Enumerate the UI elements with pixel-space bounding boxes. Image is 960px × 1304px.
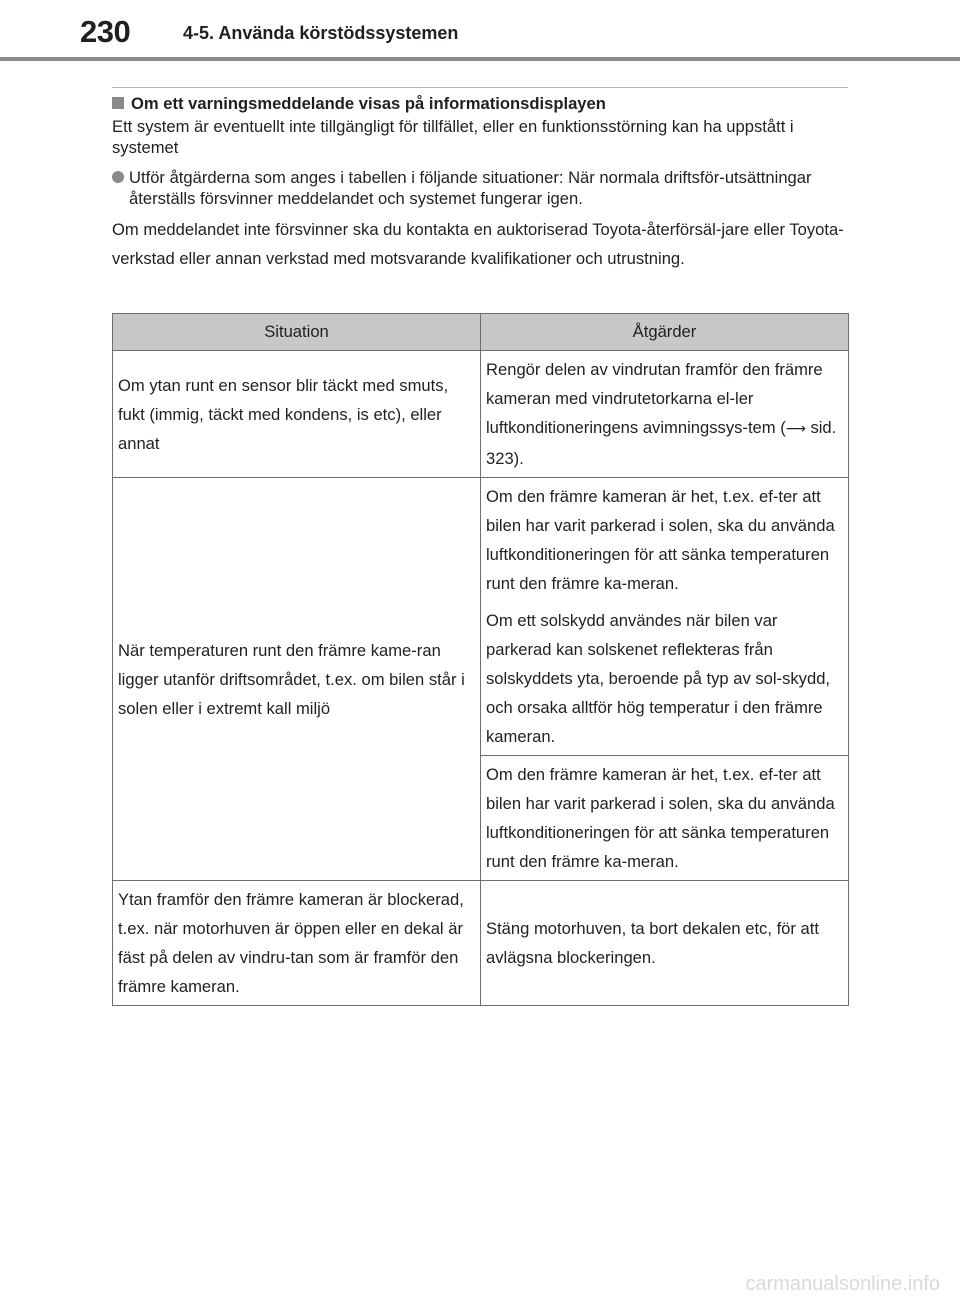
bullet-text: Utför åtgärderna som anges i tabellen i följande situationer: När normala driftsför-utsättningar återställs försvinner meddelandet och systemet fungerar igen. bbox=[129, 168, 812, 208]
header-rule bbox=[0, 57, 960, 61]
action-text: Rengör delen av vindrutan framför den främre kameran med vindrutetorkarna el-ler luftkonditioneringens avimningssys-tem ( bbox=[486, 360, 823, 437]
action-cell: Stäng motorhuven, ta bort dekalen etc, för att avlägsna blockeringen. bbox=[481, 881, 849, 1006]
right-arrow-icon: ⟶ bbox=[785, 421, 806, 437]
table-row bbox=[113, 478, 849, 756]
content-block bbox=[112, 94, 852, 273]
section-divider bbox=[112, 87, 848, 88]
situation-cell: När temperaturen runt den främre kame-ran ligger utanför driftsområdet, t.ex. om bilen står i solen eller i extremt kall miljö bbox=[113, 478, 481, 881]
watermark: carmanualsonline.info bbox=[745, 1273, 940, 1295]
subheading bbox=[112, 94, 852, 114]
round-bullet-icon bbox=[112, 171, 124, 183]
table-row bbox=[113, 351, 849, 478]
action-text: Om den främre kameran är het, t.ex. ef-ter att bilen har varit parkerad i solen, ska du använda luftkonditioneringen för att sänka temperaturen runt den främre ka-meran. bbox=[486, 487, 835, 593]
page-number: 230 bbox=[80, 14, 131, 49]
square-bullet-icon bbox=[112, 97, 124, 109]
contact-paragraph: Om meddelandet inte försvinner ska du kontakta en auktoriserad Toyota-återförsäl-jare eller Toyota-verkstad eller annan verkstad med motsvarande kvalifikationer och utrustning. bbox=[112, 220, 844, 268]
action-text: Om ett solskydd användes när bilen var parkerad kan solskenet reflekteras från solskyddets yta, beroende på typ av sol-skydd, och orsaka alltför hög temperatur i den främre kameran. bbox=[486, 611, 831, 746]
page-reference[interactable]: sid. 323). bbox=[486, 418, 837, 468]
situation-cell: Ytan framför den främre kameran är blockerad, t.ex. när motorhuven är öppen eller en dekal är fäst på delen av vindru-tan som är framför den främre kameran. bbox=[113, 881, 481, 1006]
action-cell bbox=[481, 351, 849, 478]
subheading-text: Om ett varningsmeddelande visas på informationsdisplayen bbox=[131, 94, 606, 113]
header-situation: Situation bbox=[113, 314, 481, 351]
warning-table bbox=[112, 313, 849, 1006]
intro-paragraph: Ett system är eventuellt inte tillgängligt för tillfället, eller en funktionsstörning kan ha uppstått i systemet bbox=[112, 117, 794, 157]
situation-cell: Om ytan runt en sensor blir täckt med smuts, fukt (immig, täckt med kondens, is etc), eller annat bbox=[113, 351, 481, 478]
action-cell bbox=[481, 478, 849, 756]
header-actions: Åtgärder bbox=[481, 314, 849, 351]
section-title: 4-5. Använda körstödssystemen bbox=[183, 23, 459, 43]
bullet-item bbox=[112, 167, 852, 209]
action-cell: Om den främre kameran är het, t.ex. ef-ter att bilen har varit parkerad i solen, ska du använda luftkonditioneringen för att sänka temperaturen runt den främre ka-meran. bbox=[481, 756, 849, 881]
table-header-row bbox=[113, 314, 849, 351]
table-row bbox=[113, 881, 849, 1006]
